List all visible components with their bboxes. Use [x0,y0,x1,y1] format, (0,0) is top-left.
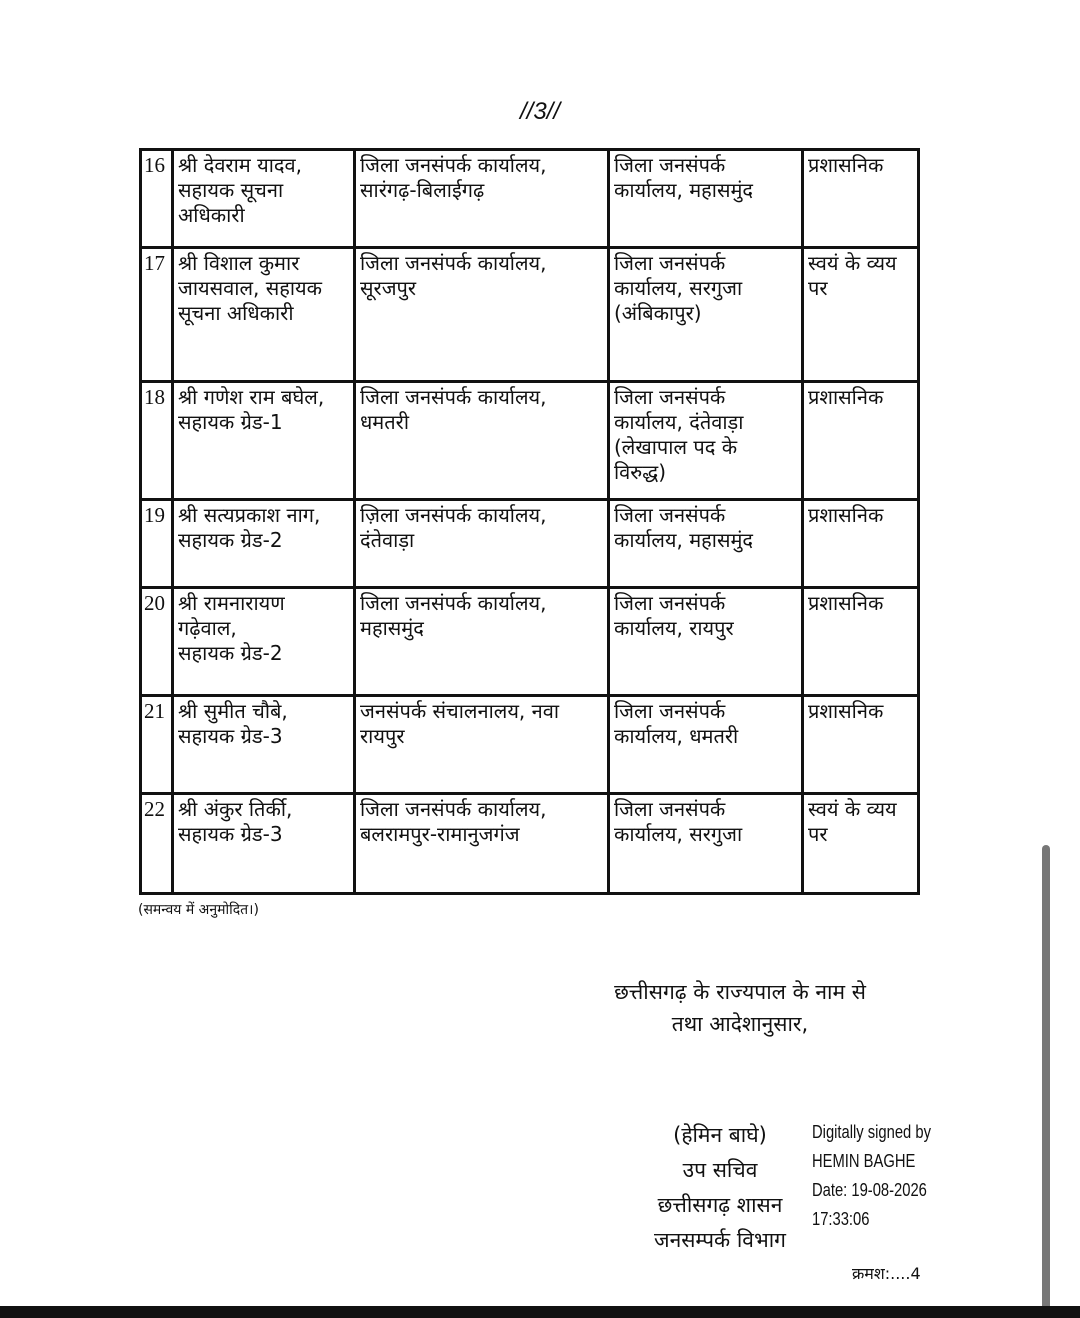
from-line: ज़िला जनसंपर्क कार्यालय, [360,503,547,527]
from-line: जिला जनसंपर्क कार्यालय, [360,153,547,177]
reason-line: स्वयं के व्यय [808,251,897,275]
reason-cell [803,248,919,382]
order-line-1: छत्तीसगढ़ के राज्यपाल के नाम से [614,980,866,1004]
reason-cell [803,794,919,894]
serial-number: 17 [141,248,173,382]
signatory-block [630,1118,810,1258]
from-cell [355,382,609,500]
reason-line: स्वयं के व्यय [808,797,897,821]
serial-number: 18 [141,382,173,500]
to-cell [609,382,803,500]
serial-number: 21 [141,696,173,794]
from-line: जिला जनसंपर्क कार्यालय, [360,385,547,409]
to-line: जिला जनसंपर्क [614,385,726,409]
to-line: (अंबिकापुर) [614,301,702,325]
from-line: महासमुंद [360,616,424,640]
to-line: कार्यालय, सरगुजा [614,822,743,846]
reason-cell [803,150,919,248]
name-line: सहायक ग्रेड-2 [178,528,283,552]
table-row [141,150,919,248]
table-row [141,500,919,588]
name-line: श्री विशाल कुमार [178,251,300,275]
from-line: धमतरी [360,410,410,434]
from-cell [355,150,609,248]
reason-line: पर [808,822,828,846]
name-line: श्री रामनारायण [178,591,285,615]
from-line: बलरामपुर-रामानुजगंज [360,822,520,846]
table-row [141,696,919,794]
name-line: सूचना अधिकारी [178,301,294,325]
reason-cell [803,382,919,500]
to-line: कार्यालय, महासमुंद [614,528,754,552]
reason-line: पर [808,276,828,300]
name-line: जायसवाल, सहायक [178,276,322,300]
from-cell [355,696,609,794]
serial-number: 22 [141,794,173,894]
from-line: जिला जनसंपर्क कार्यालय, [360,591,547,615]
reason-cell [803,696,919,794]
name-cell [173,248,355,382]
to-line: जिला जनसंपर्क [614,251,726,275]
name-line: श्री देवराम यादव, [178,153,302,177]
signatory-name: (हेमिन बाघे) [673,1123,767,1147]
from-cell [355,794,609,894]
from-line: रायपुर [360,724,405,748]
from-line: सूरजपुर [360,276,417,300]
to-cell [609,248,803,382]
name-cell [173,794,355,894]
signatory-government: छत्तीसगढ़ शासन [657,1193,783,1217]
name-line: श्री गणेश राम बघेल, [178,385,325,409]
name-line: सहायक ग्रेड-1 [178,410,283,434]
from-line: दंतेवाड़ा [360,528,415,552]
from-line: जिला जनसंपर्क कार्यालय, [360,797,547,821]
name-line: सहायक ग्रेड-3 [178,822,283,846]
table-row [141,382,919,500]
to-line: जिला जनसंपर्क [614,153,726,177]
to-cell [609,500,803,588]
from-cell [355,588,609,696]
digital-signature-line-2: HEMIN BAGHE [812,1151,916,1171]
reason-line: प्रशासनिक [808,699,884,723]
name-cell [173,150,355,248]
name-line: सहायक सूचना [178,178,284,202]
from-cell [355,500,609,588]
name-cell [173,500,355,588]
to-line: जिला जनसंपर्क [614,699,726,723]
table-row [141,588,919,696]
reason-line: प्रशासनिक [808,503,884,527]
order-statement [560,976,920,1040]
serial-number: 19 [141,500,173,588]
name-line: अधिकारी [178,203,245,227]
name-cell [173,382,355,500]
scrollbar-thumb[interactable] [1042,845,1050,1315]
name-line: श्री सत्यप्रकाश नाग, [178,503,321,527]
to-line: कार्यालय, दंतेवाड़ा [614,410,744,434]
name-cell [173,696,355,794]
to-line: कार्यालय, रायपुर [614,616,734,640]
approval-note: (समन्वय में अनुमोदित।) [138,902,259,918]
from-line: जनसंपर्क संचालनालय, नवा [360,699,560,723]
reason-cell [803,500,919,588]
to-line: कार्यालय, सरगुजा [614,276,743,300]
serial-number: 16 [141,150,173,248]
serial-number: 20 [141,588,173,696]
name-line: गढ़ेवाल, [178,616,237,640]
from-line: जिला जनसंपर्क कार्यालय, [360,251,547,275]
digital-signature-line-3: Date: 19-08-2026 [812,1180,927,1200]
transfer-table [139,148,920,895]
to-cell [609,794,803,894]
to-line: जिला जनसंपर्क [614,797,726,821]
to-line: विरुद्ध) [614,460,667,484]
reason-line: प्रशासनिक [808,385,884,409]
reason-line: प्रशासनिक [808,591,884,615]
to-line: कार्यालय, महासमुंद [614,178,754,202]
to-line: जिला जनसंपर्क [614,503,726,527]
from-cell [355,248,609,382]
digital-signature-line-4: 17:33:06 [812,1209,870,1229]
to-line: (लेखापाल पद के [614,435,738,459]
signatory-department: जनसम्पर्क विभाग [653,1228,786,1252]
to-cell [609,150,803,248]
order-line-2: तथा आदेशानुसार, [671,1012,809,1036]
name-line: श्री सुमीत चौबे, [178,699,288,723]
name-cell [173,588,355,696]
bottom-bar [0,1306,1080,1318]
to-cell [609,696,803,794]
to-line: कार्यालय, धमतरी [614,724,739,748]
reason-cell [803,588,919,696]
to-cell [609,588,803,696]
table-row [141,794,919,894]
table-row [141,248,919,382]
name-line: सहायक ग्रेड-2 [178,641,283,665]
reason-line: प्रशासनिक [808,153,884,177]
to-line: जिला जनसंपर्क [614,591,726,615]
name-line: सहायक ग्रेड-3 [178,724,283,748]
from-line: सारंगढ़-बिलाईगढ़ [360,178,485,202]
page-number: //3// [519,98,561,125]
digital-signature [812,1118,931,1234]
signatory-designation: उप सचिव [682,1158,758,1182]
continued-marker: क्रमश:....4 [852,1264,921,1283]
name-line: श्री अंकुर तिर्की, [178,797,293,821]
digital-signature-line-1: Digitally signed by [812,1122,931,1142]
